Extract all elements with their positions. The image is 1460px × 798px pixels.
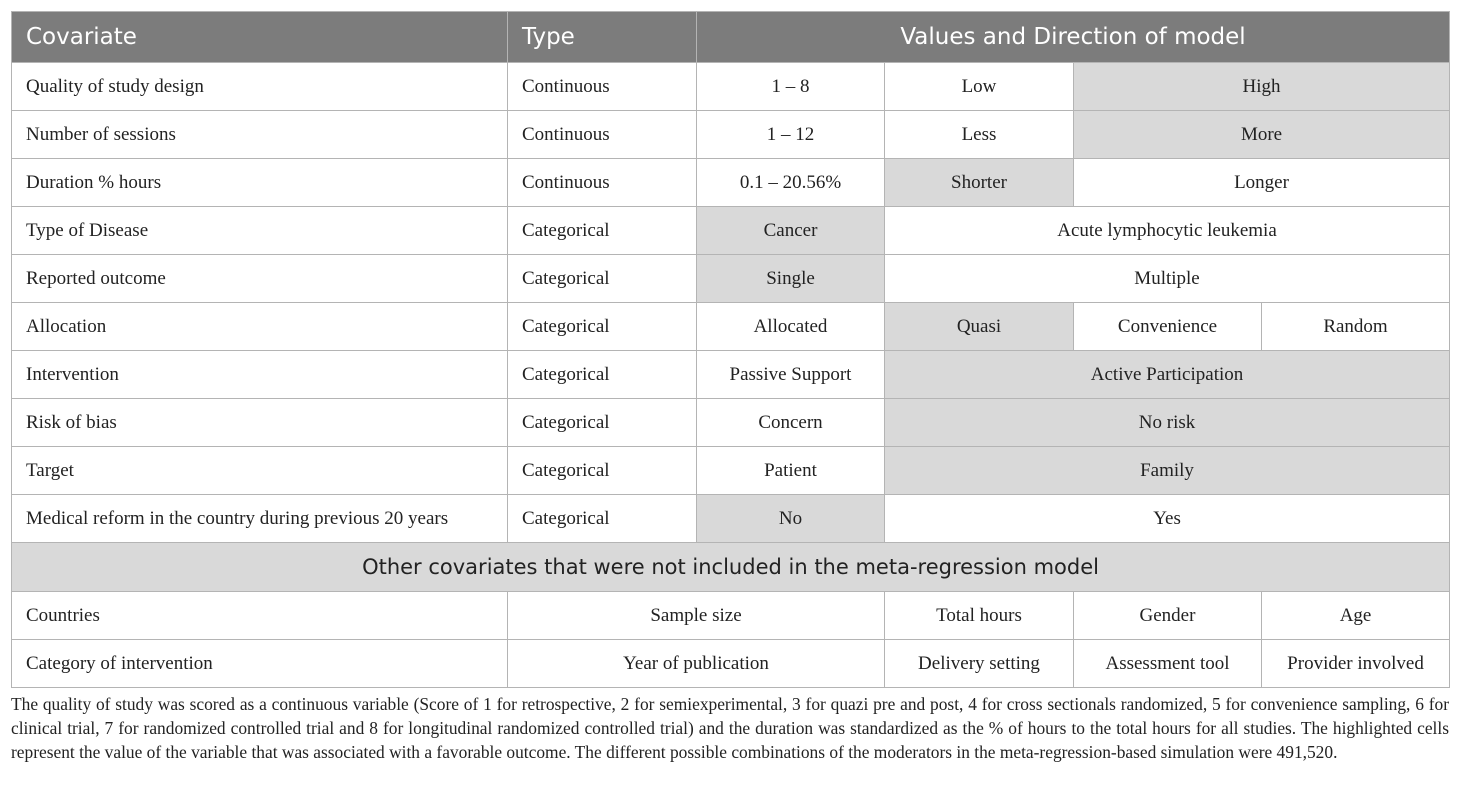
value-cell-highlighted: Cancer (697, 207, 885, 255)
type-cell: Categorical (508, 399, 697, 447)
range-cell: 1 – 12 (697, 111, 885, 159)
other-covariate-cell: Assessment tool (1074, 640, 1262, 688)
header-type: Type (508, 12, 697, 63)
header-covariate: Covariate (12, 12, 508, 63)
other-covariate-cell: Total hours (885, 592, 1074, 640)
other-covariate-cell: Year of publication (508, 640, 885, 688)
covariate-cell: Intervention (12, 351, 508, 399)
value-cell-highlighted: Shorter (885, 159, 1074, 207)
value-cell: Acute lymphocytic leukemia (885, 207, 1450, 255)
value-cell-highlighted: Quasi (885, 303, 1074, 351)
covariate-cell: Allocation (12, 303, 508, 351)
covariate-cell: Number of sessions (12, 111, 508, 159)
type-cell: Continuous (508, 159, 697, 207)
type-cell: Continuous (508, 63, 697, 111)
other-covariate-cell: Countries (12, 592, 508, 640)
type-cell: Categorical (508, 207, 697, 255)
other-covariates-heading-row (12, 543, 1450, 592)
table-row (12, 592, 1450, 640)
other-covariate-cell: Gender (1074, 592, 1262, 640)
value-cell-highlighted: Family (885, 447, 1450, 495)
value-cell: Allocated (697, 303, 885, 351)
other-covariate-cell: Category of intervention (12, 640, 508, 688)
covariate-cell: Target (12, 447, 508, 495)
table-row (12, 111, 1450, 159)
table-row (12, 159, 1450, 207)
value-cell-highlighted: High (1074, 63, 1450, 111)
covariate-cell: Reported outcome (12, 255, 508, 303)
value-cell-highlighted: No risk (885, 399, 1450, 447)
value-cell-highlighted: More (1074, 111, 1450, 159)
value-cell: Concern (697, 399, 885, 447)
type-cell: Continuous (508, 111, 697, 159)
table-row (12, 399, 1450, 447)
other-covariate-cell: Provider involved (1262, 640, 1450, 688)
table-row (12, 640, 1450, 688)
type-cell: Categorical (508, 351, 697, 399)
covariate-cell: Risk of bias (12, 399, 508, 447)
table-row (12, 351, 1450, 399)
covariate-cell: Medical reform in the country during previous 20 years (12, 495, 508, 543)
table-header-row (12, 12, 1450, 63)
value-cell: Multiple (885, 255, 1450, 303)
table-row (12, 495, 1450, 543)
value-cell: Low (885, 63, 1074, 111)
value-cell: Random (1262, 303, 1450, 351)
covariate-cell: Duration % hours (12, 159, 508, 207)
value-cell: Convenience (1074, 303, 1262, 351)
table-row (12, 447, 1450, 495)
value-cell-highlighted: Active Participation (885, 351, 1450, 399)
value-cell-highlighted: No (697, 495, 885, 543)
type-cell: Categorical (508, 495, 697, 543)
covariates-table-container (11, 11, 1449, 688)
type-cell: Categorical (508, 447, 697, 495)
other-covariate-cell: Delivery setting (885, 640, 1074, 688)
table-row (12, 63, 1450, 111)
table-row (12, 207, 1450, 255)
type-cell: Categorical (508, 255, 697, 303)
range-cell: 1 – 8 (697, 63, 885, 111)
table-row (12, 303, 1450, 351)
covariate-cell: Type of Disease (12, 207, 508, 255)
table-footnote: The quality of study was scored as a continuous variable (Score of 1 for retrospective, 2 for semiexperimental, 3 for quazi pre and post, 4 for cross sectionals randomized, 5 for convenience sampling, 6 for clinical trial, 7 for randomized controlled trial and 8 for longitudinal randomized controlled trial) and the duration was standardized as the % of hours to the total hours for all studies. The highlighted cells represent the value of the variable that was associated with a favorable outcome. The different possible combinations of the moderators in the meta-regression-based simulation were 491,520. (11, 694, 1449, 762)
header-values-direction: Values and Direction of model (697, 12, 1450, 63)
range-cell: 0.1 – 20.56% (697, 159, 885, 207)
value-cell: Patient (697, 447, 885, 495)
value-cell-highlighted: Single (697, 255, 885, 303)
other-covariate-cell: Sample size (508, 592, 885, 640)
value-cell: Less (885, 111, 1074, 159)
type-cell: Categorical (508, 303, 697, 351)
covariates-table (11, 11, 1450, 688)
other-covariate-cell: Age (1262, 592, 1450, 640)
other-covariates-heading: Other covariates that were not included in the meta-regression model (12, 543, 1450, 592)
table-row (12, 255, 1450, 303)
value-cell: Yes (885, 495, 1450, 543)
value-cell: Passive Support (697, 351, 885, 399)
covariate-cell: Quality of study design (12, 63, 508, 111)
value-cell: Longer (1074, 159, 1450, 207)
